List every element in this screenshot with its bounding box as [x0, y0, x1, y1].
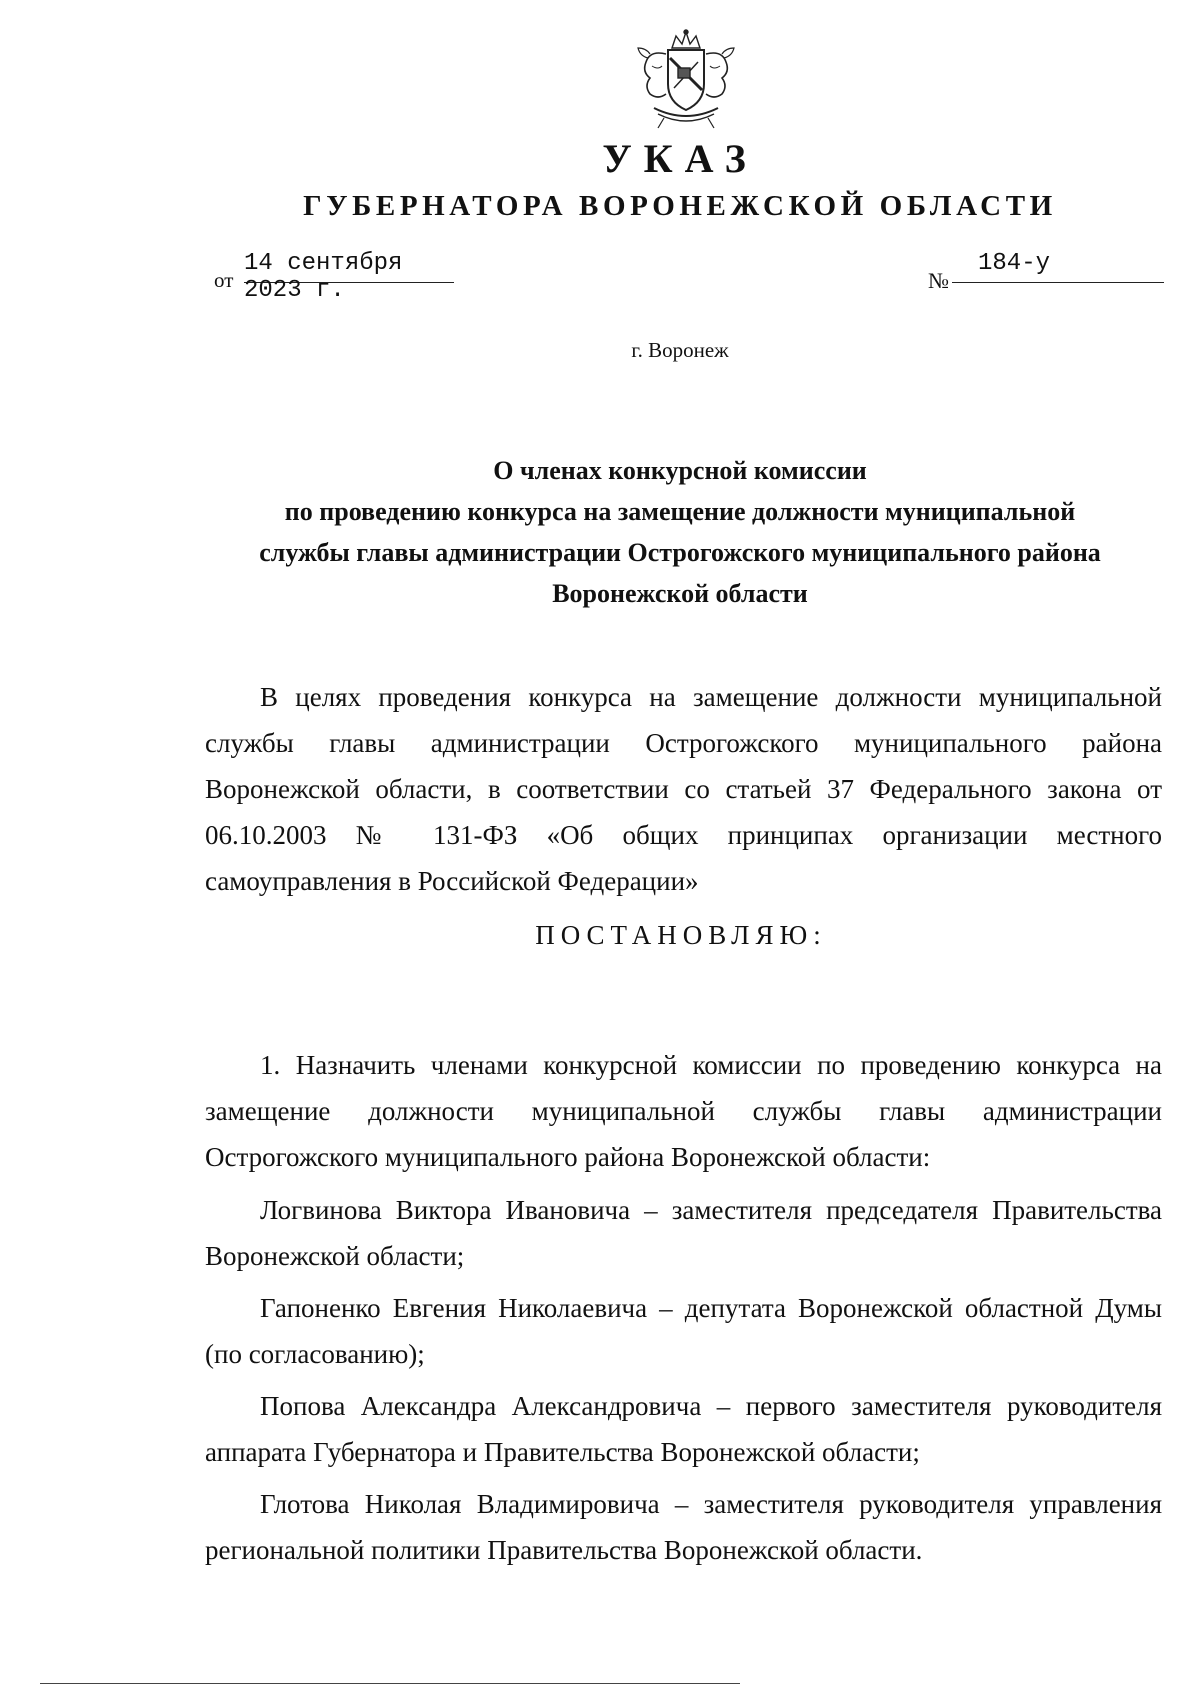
member-entry: Логвинова Виктора Ивановича – заместителя председателя Правительства Воронежской области; — [205, 1195, 1162, 1271]
decree-word: ПОСТАНОВЛЯЮ: — [535, 920, 827, 950]
document-date — [244, 250, 454, 304]
document-city: г. Воронеж — [631, 338, 729, 362]
preamble-paragraph: В целях проведения конкурса на замещение должности муниципальной службы главы администрации Острогожского муниципального района Воронежской области, в соответствии со статьей 37 Федерального закона от 06.10.2003 № 131-ФЗ «Об общих принципах организации местного самоуправления в Российской Федерации» — [205, 682, 1162, 896]
document-date-text: 14 сентября 2023 г. — [244, 250, 403, 304]
subject-line: службы главы администрации Острогожского муниципального района — [259, 538, 1101, 567]
item-1-paragraph: 1. Назначить членами конкурсной комиссии по проведению конкурса на замещение должности муниципальной службы главы администрации Острогожского муниципального района Воронежской области: — [205, 1050, 1162, 1172]
member-entry: Попова Александра Александровича – первого заместителя руководителя аппарата Губернатора и Правительства Воронежской области; — [205, 1391, 1162, 1467]
footer-divider — [40, 1683, 740, 1684]
subject-line: О членах конкурсной комиссии — [493, 456, 867, 485]
item-1-block — [205, 1042, 1162, 1180]
members-list — [205, 1187, 1162, 1579]
document-title: УКАЗ — [602, 136, 758, 181]
date-number-row — [214, 250, 1164, 304]
subject-line: Воронежской области — [552, 579, 808, 608]
document-subject — [200, 450, 1160, 614]
member-entry: Гапоненко Евгения Николаевича – депутата Воронежской областной Думы (по согласованию); — [205, 1293, 1162, 1369]
document-number: 184-у — [952, 250, 1164, 283]
preamble-block — [205, 674, 1162, 904]
coat-of-arms-emblem — [628, 28, 744, 132]
number-prefix: № — [928, 268, 949, 293]
subject-line: по проведению конкурса на замещение должности муниципальной — [284, 497, 1076, 526]
document-subtitle: ГУБЕРНАТОРА ВОРОНЕЖСКОЙ ОБЛАСТИ — [303, 190, 1057, 222]
date-prefix: от — [214, 268, 234, 292]
member-entry: Глотова Николая Владимировича – заместителя руководителя управления региональной политики Правительства Воронежской области. — [205, 1489, 1162, 1565]
